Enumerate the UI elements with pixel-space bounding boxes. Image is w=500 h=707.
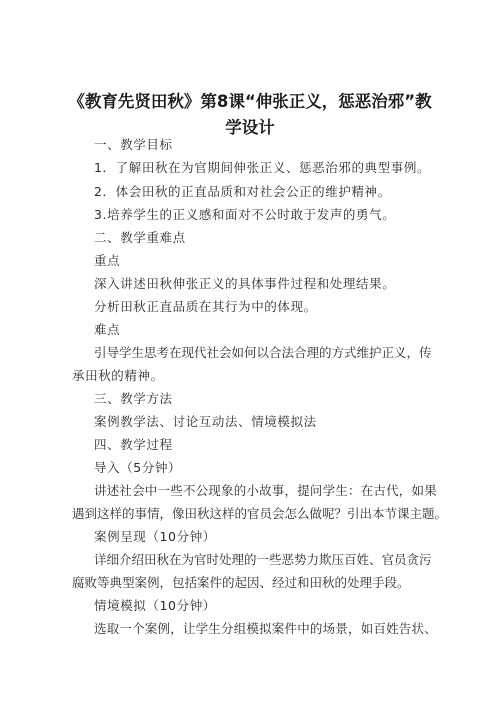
step-simulation-heading: 情境模拟（10分钟）	[94, 598, 216, 613]
subheading-focus: 重点	[94, 253, 121, 268]
objective-3: 3.培养学生的正义感和面对不公时敢于发声的勇气。	[94, 207, 396, 222]
section-heading-key-points: 二、教学重难点	[94, 230, 186, 245]
objective-2: 2．体会田秋的正直品质和对社会公正的维护精神。	[94, 184, 391, 199]
section-heading-process: 四、教学过程	[94, 437, 173, 452]
methods-text: 案例教学法、讨论互动法、情境模拟法	[94, 414, 317, 429]
difficulty-item-line-1: 引导学生思考在现代社会如何以合法合理的方式维护正义，传	[94, 345, 432, 360]
step-case-text-line-2: 腐败等典型案例，包括案件的起因、经过和田秋的处理手段。	[72, 575, 410, 590]
step-intro-text-line-1: 讲述社会中一些不公现象的小故事，提问学生：在古代，如果	[94, 483, 437, 498]
step-case-heading: 案例呈现（10分钟）	[94, 529, 216, 544]
document-title: 《教育先贤田秋》第8课“伸张正义，惩恶治邪”教	[68, 92, 432, 111]
subheading-difficulty: 难点	[94, 322, 121, 337]
step-simulation-text-line-1: 选取一个案例，让学生分组模拟案件中的场景，如百姓告状、	[94, 621, 437, 636]
focus-item-1: 深入讲述田秋伸张正义的具体事件过程和处理结果。	[94, 276, 396, 291]
step-case-text-line-1: 详细介绍田秋在为官时处理的一些恶势力欺压百姓、官员贪污	[94, 552, 432, 567]
document-title-continued: 学设计	[225, 118, 275, 137]
step-intro-text-line-2: 遇到这样的事情，像田秋这样的官员会怎么做呢？引出本节课主题。	[72, 506, 448, 521]
section-heading-methods: 三、教学方法	[94, 391, 173, 406]
objective-1: 1．了解田秋在为官期间伸张正义、惩恶治邪的典型事例。	[94, 160, 431, 175]
focus-item-2: 分析田秋正直品质在其行为中的体现。	[94, 299, 317, 314]
difficulty-item-line-2: 承田秋的精神。	[72, 368, 164, 383]
section-heading-objectives: 一、教学目标	[94, 137, 173, 152]
step-intro-heading: 导入（5分钟）	[94, 460, 182, 475]
